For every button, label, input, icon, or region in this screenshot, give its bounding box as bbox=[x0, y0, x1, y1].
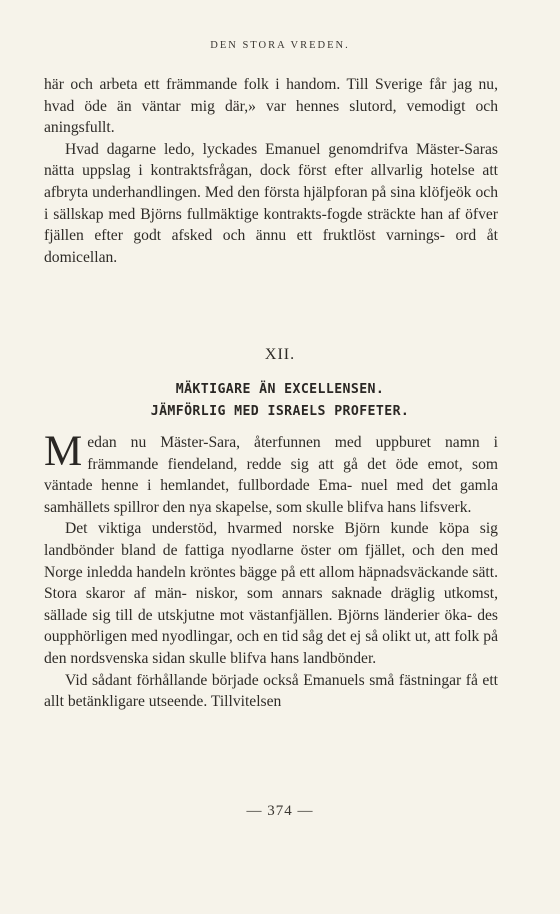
text-line: nuel med det gamla samhällets spillror den nya skapelse, bbox=[44, 477, 498, 516]
text-line: fjällen efter godt afsked och ännu ett fruktlöst varnings- bbox=[44, 227, 445, 245]
paragraph bbox=[44, 670, 498, 713]
text-line: så olikt ut, att folk på den nordsvenska sidan skulle bbox=[44, 628, 498, 667]
text-line: blifva hans landbönder. bbox=[230, 649, 377, 667]
text-line: ord åt domicellan. bbox=[44, 227, 498, 266]
text-line: på ett allom häpnadsväckande sätt. Stora skaror af män- bbox=[44, 563, 498, 603]
paragraph bbox=[44, 139, 498, 269]
chapter-title-line-1: MÄKTIGARE ÄN EXCELLENSEN. bbox=[175, 382, 385, 397]
chapter-title-line-2: JÄMFÖRLIG MED ISRAELS PROFETER. bbox=[150, 404, 410, 419]
paragraph bbox=[44, 428, 498, 518]
text-line: den första hjälpforan på sina klöfjeök och i sällskap med bbox=[44, 183, 498, 223]
text-line: till de utskjutne mot västanfjällen. Björns länderier öka- bbox=[115, 606, 473, 624]
text-line: Det viktiga understöd, hvarmed norske Björn kunde bbox=[65, 520, 429, 538]
running-head: DEN STORA VREDEN. bbox=[210, 40, 350, 51]
text-line: niskor, som annars saknade dräglig utkomst, sällade sig bbox=[44, 585, 498, 624]
text-line: i främmande fiendeland, redde sig att gå det öde bbox=[87, 434, 498, 473]
text-block-chapter bbox=[44, 428, 499, 713]
text-line: efter allvarlig hotelse att afbryta underhandlingen. Med bbox=[44, 162, 498, 201]
text-line: får jag nu, hvad öde än väntar mig där,» var hennes bbox=[44, 76, 498, 115]
drop-cap: M bbox=[44, 428, 83, 475]
text-line: här och arbeta ett främmande folk i handom. Till Sverige bbox=[44, 76, 423, 93]
text-line: Mäster-Saras nätta uppslag i kontraktsfrågan, dock först bbox=[44, 140, 498, 180]
text-line: som skulle blifva hans lifsverk. bbox=[276, 498, 472, 516]
text-line: slutord, vemodigt och aningsfullt. bbox=[44, 97, 498, 137]
paragraph bbox=[44, 74, 498, 139]
text-line: Vid sådant förhållande började också Emanuels små bbox=[65, 671, 395, 689]
text-line: edan nu Mäster-Sara, återfunnen med uppburet namn bbox=[87, 434, 480, 451]
text-line: Björns fullmäktige kontrakts-fogde sträckte han af öfver bbox=[140, 205, 498, 223]
text-line: köpa sig landbönder bland de fattiga nyodlarne öster om bbox=[44, 520, 498, 559]
text-line: fästningar få ett allt betänkligare utseende. Tillvitelsen bbox=[44, 671, 498, 711]
paragraph bbox=[44, 518, 498, 669]
text-block-opening bbox=[44, 74, 498, 268]
text-line: Hvad dagarne ledo, lyckades Emanuel genomdrifva bbox=[65, 140, 409, 158]
text-line: emot, som väntade henne i hemlandet, fullbordade Ema- bbox=[44, 455, 498, 495]
page-number: — 374 — bbox=[246, 803, 314, 819]
text-line: fjället, och den med Norge inledda handeln kröntes bägge bbox=[44, 541, 498, 581]
text-line: des oupphörligen med nyodlingar, och en tid såg det ej bbox=[44, 606, 499, 646]
chapter-number: XII. bbox=[264, 346, 296, 363]
